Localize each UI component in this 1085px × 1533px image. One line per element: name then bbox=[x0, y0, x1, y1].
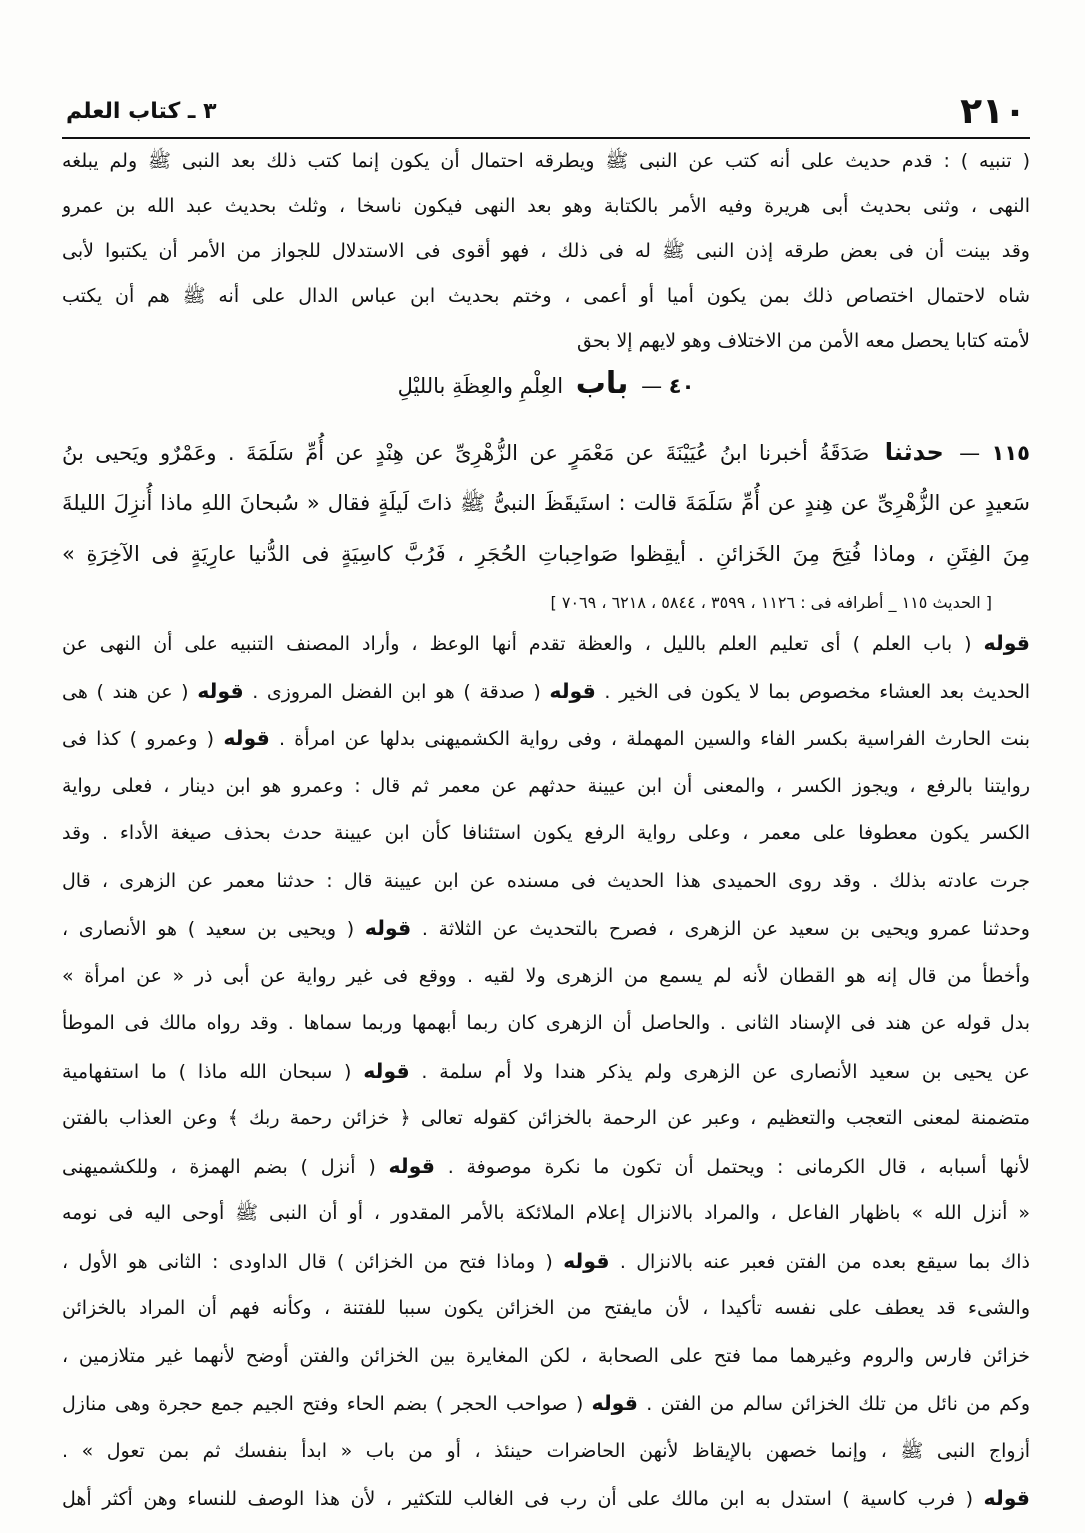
note-line: شاه لاحتمال اختصاص ذلك بمن يكون أميا أو أعمى ، وختم بحديث ابن عباس الدال على أنه ﷺ هم أن يكتب bbox=[62, 285, 1030, 307]
commentary-line: متضمنة لمعنى التعجب والتعظيم ، وعبر عن الرحمة بالخزائن كقوله تعالى ﴿ خزائن رحمة ربك ﴾ وعن العذاب بالفتن bbox=[62, 1107, 1030, 1129]
note-line: النهى ، وثنى بحديث أبى هريرة وفيه الأمر بالكتابة وهو بعد النهى فيكون ناسخا ، وثلث بحديث عبد الله بن عمرو bbox=[62, 195, 1030, 217]
note-paragraph bbox=[62, 139, 1030, 364]
commentary-line: لأنها أسبابه ، قال الكرمانى : ويحتمل أن تكون ما نكرة موصوفة . قوله ( أنزل ) بضم الهمزة ، وللكشميهنى bbox=[62, 1153, 1030, 1178]
commentary-line: ذاك بما سيقع بعده من الفتن فعبر عنه بالانزال . قوله ( وماذا فتح من الخزائن ) قال الداودى : الثانى هو الأول ، bbox=[62, 1248, 1030, 1273]
note-line: وقد بينت أن فى بعض طرقه إذن النبى ﷺ له فى ذلك ، فهو أقوى فى الاستدلال للجواز من الأمر أن يكتبوا لأبى bbox=[62, 240, 1030, 262]
commentary-line: قوله ( باب العلم ) أى تعليم العلم بالليل ، والعظة تقدم أنها الوعظ ، وأراد المصنف التنبيه على أن النهى عن bbox=[62, 631, 1030, 655]
qawluh-keyword: قوله bbox=[223, 726, 270, 750]
commentary-line: بدل قوله عن هند فى الإسناد الثانى . والحاصل أن الزهرى كان ربما أبهمها وربما سماها . وقد رواه مالك فى الموطأ bbox=[62, 1012, 1030, 1034]
commentary-line: والشىء قد يعطف على نفسه تأكيدا ، لأن مايفتح من الخزائن يكون سببا للفتنة ، وكأنه فهم أن المراد بالخزائن bbox=[62, 1297, 1030, 1319]
chapter-bab-label: باب bbox=[575, 366, 629, 401]
haddathana-keyword: حدثنا bbox=[884, 438, 944, 466]
hadith-line: مِنَ الفِتَنِ ، وماذا فُتِحَ مِنَ الخَزائنِ . أيقِظوا صَواحِباتِ الحُجَرِ ، فَرُبَّ كاسِيَةٍ فى الدُّنيا عارِيَةٍ فى الآخِرَةِ » bbox=[62, 542, 1030, 566]
commentary-line: بنت الحارث الفراسية بكسر الفاء والسين المهملة ، وفى رواية الكشميهنى بدلها عن امرأة . قوله ( وعمرو ) كذا فى bbox=[62, 726, 1030, 750]
commentary-line: الكسر يكون معطوفا على معمر ، وعلى رواية الرفع يكون استئنافا كأن ابن عيينة حدث بحذف صيغة الأداء . وقد bbox=[62, 822, 1030, 844]
qawluh-keyword: قوله bbox=[364, 916, 412, 940]
page-number: ٢١٠ bbox=[960, 90, 1026, 132]
note-line: لأمته كتابا يحصل معه الأمن من الاختلاف وهو لايهم إلا بحق bbox=[577, 330, 1030, 352]
qawluh-keyword: قوله bbox=[363, 1058, 410, 1083]
hadith-line-text: صَدَقَةُ أخبرنا ابنُ عُيَيْنَةَ عن مَعْمَرٍ عن الزُّهْرِىِّ عن هِنْدٍ عن أُمِّ سَلَمَةَ . وعَمْرٌو ويَحيى بنُ bbox=[62, 441, 870, 465]
commentary-line: الحديث بعد العشاء مخصوص بما لا يكون فى الخير . قوله ( صدقة ) هو ابن الفضل المروزى . قوله ( عن هند ) هى bbox=[62, 678, 1030, 703]
commentary-line: وأخطأ من قال إنه هو القطان لأنه لم يسمع من الزهرى ولا لقيه . ووقع فى غير رواية عن أبى ذر « عن امرأة » bbox=[62, 964, 1030, 987]
hadith-line: سَعيدٍ عن الزُّهْرِىِّ عن هِندٍ عن أُمِّ سَلَمَةَ قالت : استَيقَظَ النبىُّ ﷺ ذاتَ لَيلَةٍ فقال « سُبحانَ اللهِ ماذا أُنزِلَ الليلةَ bbox=[62, 491, 1030, 515]
page-header bbox=[62, 86, 1030, 136]
commentary-line: أزواج النبى ﷺ ، وإنما خصهن بالإيقاظ لأنهن الحاضرات حينئذ ، أو من باب « ابدأ بنفسك ثم بمن تعول » . bbox=[62, 1439, 1030, 1462]
qawluh-keyword: قوله bbox=[983, 1486, 1030, 1510]
running-title: ٣ ـ كتاب العلم bbox=[66, 98, 217, 124]
chapter-title: العِلْمِ والعِظَةِ بالليْلِ bbox=[397, 374, 564, 398]
qawluh-keyword: قوله bbox=[549, 678, 596, 703]
qawluh-keyword: قوله bbox=[388, 1153, 435, 1178]
hadith-cross-references: [ الحديث ١١٥ _ أطرافه فى : ١١٢٦ ، ٣٥٩٩ ، ٥٨٤٤ ، ٦٢١٨ ، ٧٠٦٩ ] bbox=[550, 593, 992, 612]
commentary-line: عن يحيى بن سعيد الأنصارى عن الزهرى ولم يذكر هندا ولا أم سلمة . قوله ( سبحان الله ماذا ) ما استفهامية bbox=[62, 1058, 1030, 1083]
hadith-number: ١١٥ bbox=[991, 441, 1030, 465]
qawluh-keyword: قوله bbox=[197, 678, 244, 703]
hadith-line bbox=[62, 427, 1030, 478]
commentary-line: قوله ( فرب كاسية ) استدل به ابن مالك على أن رب فى الغالب للتكثير ، لأن هذا الوصف للنساء وهن أكثر أهل bbox=[62, 1486, 1030, 1510]
commentary-line: « أنزل الله » باظهار الفاعل ، والمراد بالانزال إعلام الملائكة بالأمر المقدور ، أو أن النبى ﷺ أوحى اليه فى نومه bbox=[62, 1202, 1030, 1224]
commentary-line: وكم من نائل من تلك الخزائن سالم من الفتن . قوله ( صواحب الحجر ) بضم الحاء وفتح الجيم جمع حجرة وهى منازل bbox=[62, 1391, 1030, 1415]
qawluh-keyword: قوله bbox=[983, 631, 1030, 655]
commentary-line: روايتنا بالرفع ، ويجوز الكسر ، والمعنى أن ابن عيينة حدثهم عن معمر ثم قال : وعمرو هو ابن دينار ، فعلى رواية bbox=[62, 774, 1030, 797]
commentary-line: جرت عادته بذلك . وقد روى الحميدى هذا الحديث فى مسنده عن ابن عيينة قال : حدثنا معمر عن الزهرى ، قال bbox=[62, 869, 1030, 892]
hadith-dash: — bbox=[959, 441, 981, 465]
qawluh-keyword: قوله bbox=[591, 1391, 638, 1415]
note-line: ( تنبيه ) : قدم حديث على أنه كتب عن النبى ﷺ ويطرقه احتمال أن يكون إنما كتب ذلك بعد النبى ﷺ ولم يبلغه bbox=[62, 150, 1030, 172]
chapter-dash: — bbox=[641, 374, 663, 398]
chapter-number: ٤٠ bbox=[668, 374, 695, 398]
hadith-text bbox=[62, 427, 1030, 580]
chapter-heading bbox=[62, 362, 1030, 406]
commentary-paragraph bbox=[62, 620, 1030, 1523]
commentary-line: خزائن فارس والروم وغيرهما مما فتح على الصحابة ، لكن المغايرة بين الخزائن والفتن أوضح لأنهما غير متلازمين ، bbox=[62, 1344, 1030, 1367]
qawluh-keyword: قوله bbox=[563, 1248, 610, 1273]
commentary-line: وحدثنا عمرو ويحيى بن سعيد عن الزهرى ، فصرح بالتحديث عن الثلاثة . قوله ( ويحيى بن سعيد ) هو الأنصارى ، bbox=[62, 916, 1030, 940]
